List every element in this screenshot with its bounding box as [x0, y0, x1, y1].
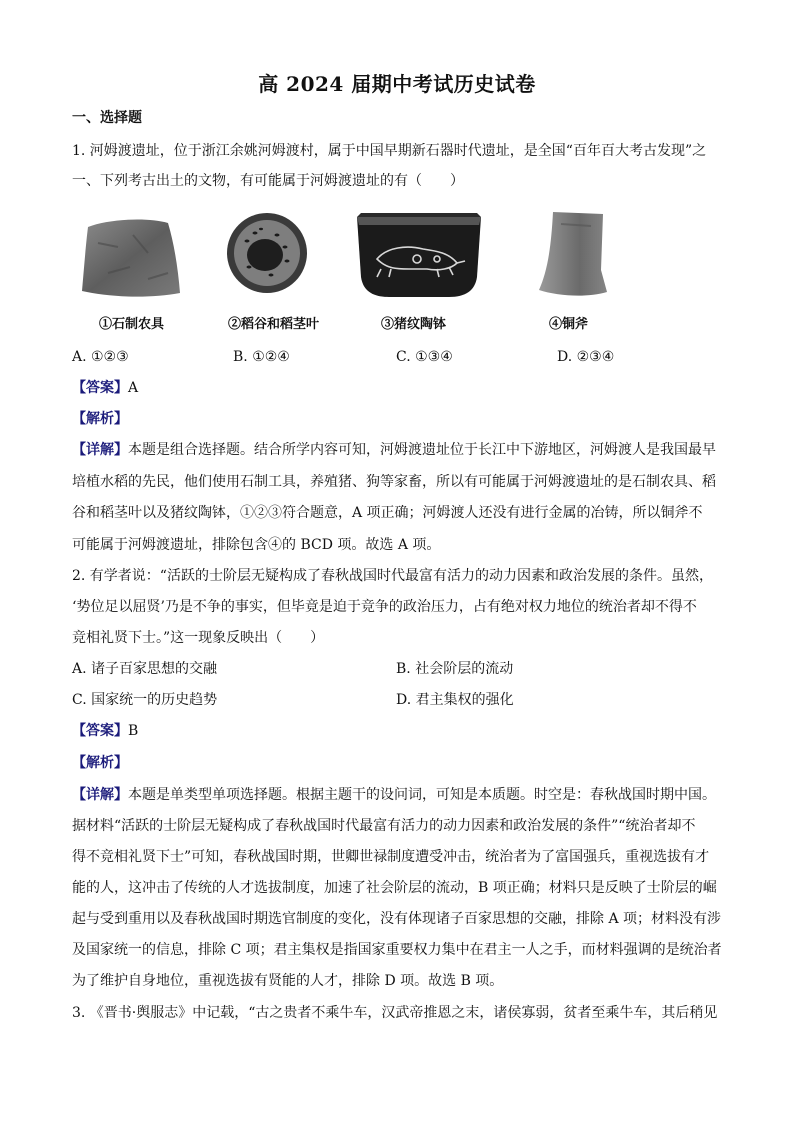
- q2-answer-value: B: [128, 723, 139, 739]
- q1-detail-tag: 【详解】: [72, 442, 128, 458]
- q2-stem-line-3: 竞相礼贤下士。”这一现象反映出（ ）: [72, 630, 325, 646]
- artifact-caption-4: ④铜斧: [549, 317, 589, 332]
- q2-detail-line-2: 据材料“活跃的士阶层无疑构成了春秋战国时代最富有活力的动力因素和政治发展的条件”“统治者却不: [72, 818, 696, 834]
- artifact-caption-3: ③猪纹陶钵: [381, 317, 447, 332]
- q1-stem-line-2: 一、下列考古出土的文物，有可能属于河姆渡遗址的有（ ）: [72, 173, 464, 189]
- section-heading: 一、选择题: [72, 110, 142, 126]
- q1-answer-value: A: [128, 380, 139, 396]
- q2-answer: [72, 721, 727, 741]
- q1-option-a: A. ①②③: [72, 349, 129, 365]
- rice-grains-image: [225, 211, 309, 295]
- q1-answer: [72, 378, 727, 398]
- q2-analysis-label: 【解析】: [72, 755, 128, 771]
- q2-detail-line-7: 为了维护自身地位，重视选拔有贤能的人才，排除 D 项。故选 B 项。: [72, 973, 504, 989]
- q3-stem-line-1: 3. 《晋书·舆服志》中记载，“古之贵者不乘牛车，汉武帝推恩之末，诸侯寡弱，贫者至乘牛车，其后稍见: [72, 1005, 718, 1021]
- q2-stem-line-1: 2. 有学者说：“活跃的士阶层无疑构成了春秋战国时代最富有活力的动力因素和政治发展的条件。虽然，: [72, 568, 713, 584]
- q1-detail-text-1: 本题是组合选择题。结合所学内容可知，河姆渡遗址位于长江中下游地区，河姆渡人是我国最早: [128, 442, 716, 458]
- q2-option-c: C. 国家统一的历史趋势: [72, 692, 218, 708]
- q2-option-b: B. 社会阶层的流动: [396, 661, 514, 677]
- q1-detail-line-4: 可能属于河姆渡遗址，排除包含④的 BCD 项。故选 A 项。: [72, 537, 441, 553]
- q2-detail-line-4: 能的人，这冲击了传统的人才选拔制度，加速了社会阶层的流动，B 项正确；材料只是反映了士阶层的崛: [72, 880, 717, 896]
- q2-detail-tag: 【详解】: [72, 787, 128, 803]
- q2-option-a: A. 诸子百家思想的交融: [72, 661, 218, 677]
- q1-analysis-tag: [72, 409, 727, 429]
- q2-detail-text-1: 本题是单类型单项选择题。根据主题干的设问词，可知是本质题。时空是：春秋战国时期中国。: [128, 787, 716, 803]
- q1-analysis-label: 【解析】: [72, 411, 128, 427]
- artifact-caption-1: ①石制农具: [99, 317, 165, 332]
- q2-option-d: D. 君主集权的强化: [396, 692, 514, 708]
- bronze-axe-image: [537, 210, 609, 298]
- stone-tool-image: [78, 213, 184, 299]
- q1-option-c: C. ①③④: [396, 349, 453, 365]
- q2-detail-line-3: 得不竞相礼贤下士”可知，春秋战国时期，世卿世禄制度遭受冲击，统治者为了富国强兵，重视选拔有才: [72, 849, 710, 865]
- q1-answer-tag: 【答案】: [72, 380, 128, 396]
- q1-detail-line-3: 谷和稻茎叶以及猪纹陶钵，①②③符合题意，A 项正确；河姆渡人还没有进行金属的冶铸，所以铜斧不: [72, 505, 703, 521]
- q1-detail-line-1: [72, 440, 727, 460]
- q1-option-b: B. ①②④: [233, 349, 290, 365]
- q2-stem-line-2: ‘势位足以屈贤’乃是不争的事实，但毕竟是迫于竞争的政治压力，占有绝对权力地位的统治者却不得不: [72, 599, 697, 615]
- artifact-caption-2: ②稻谷和稻茎叶: [228, 317, 320, 332]
- q1-stem-line-1: 1. 河姆渡遗址，位于浙江余姚河姆渡村，属于中国早期新石器时代遗址，是全国“百年百大考古发现”之: [72, 143, 707, 159]
- page-title: 高 2024 届期中考试历史试卷: [258, 72, 536, 96]
- q1-detail-line-2: 培植水稻的先民，他们使用石制工具，养殖猪、狗等家畜，所以有可能属于河姆渡遗址的是石制农具、稻: [72, 474, 716, 490]
- q2-detail-line-1: [72, 785, 727, 805]
- q2-analysis-tag: [72, 753, 727, 773]
- pig-pattern-bowl-image: [353, 207, 485, 299]
- q2-detail-line-6: 及国家统一的信息，排除 C 项；君主集权是指国家重要权力集中在君主一人之手，而材料强调的是统治者: [72, 942, 722, 958]
- q1-option-d: D. ②③④: [557, 349, 615, 365]
- q2-answer-tag: 【答案】: [72, 723, 128, 739]
- q2-detail-line-5: 起与受到重用以及春秋战国时期选官制度的变化，没有体现诸子百家思想的交融，排除 A 项；材料没有涉: [72, 911, 722, 927]
